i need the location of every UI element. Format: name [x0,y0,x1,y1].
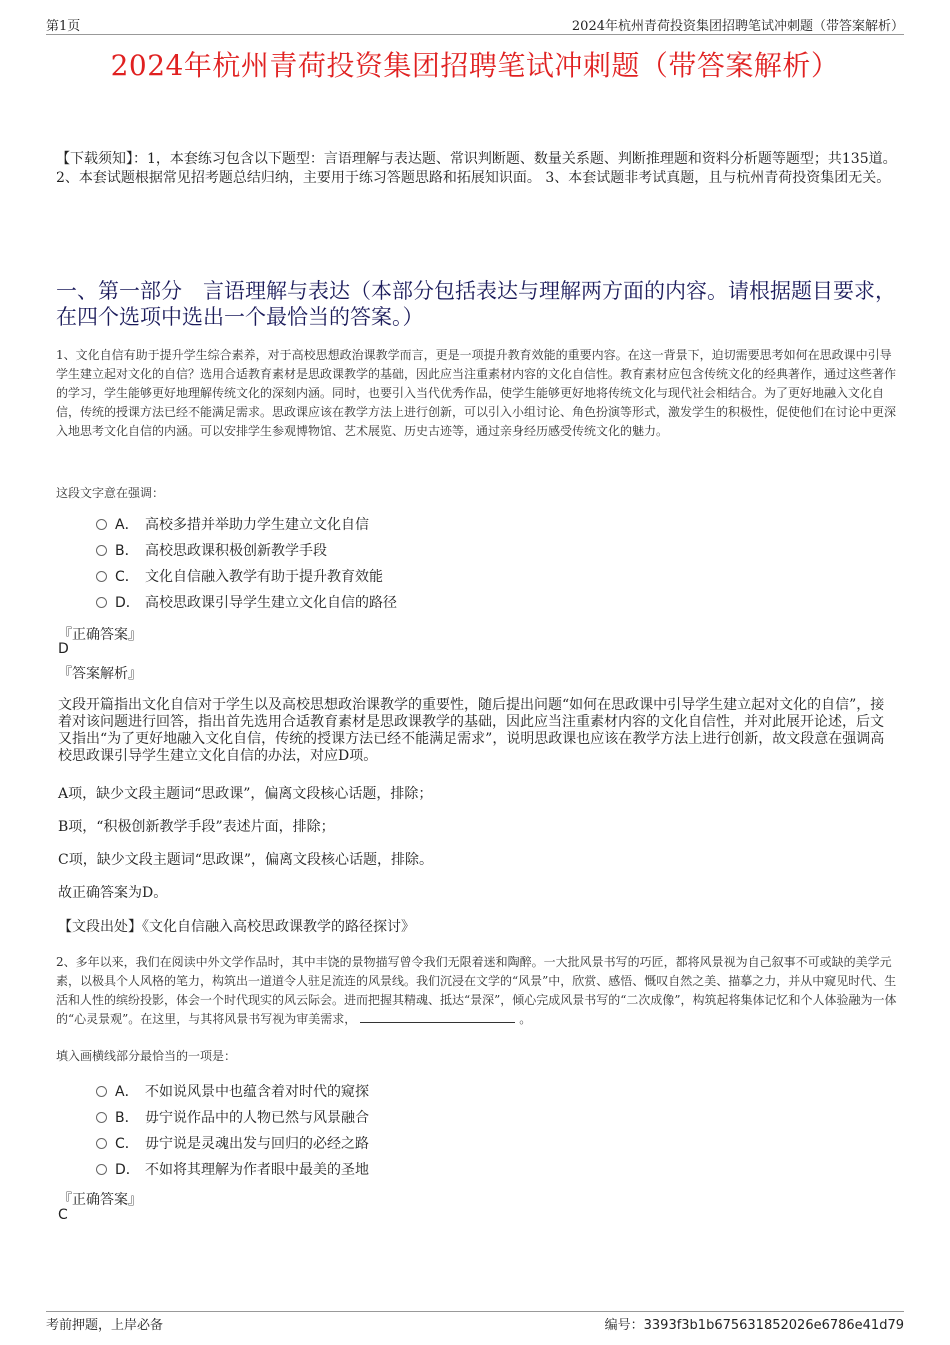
q2-answer-label: 『正确答案』 [58,1192,142,1208]
q2-option-c[interactable]: C． 毋宁说是灵魂出发与回归的必经之路 [96,1131,369,1157]
radio-icon[interactable] [96,545,107,556]
radio-icon[interactable] [96,1164,107,1175]
q2-options [96,1079,369,1183]
q1-passage: 1、文化自信有助于提升学生综合素养，对于高校思想政治课教学而言，更是一项提升教育效能的重要内容。在这一背景下，迫切需要思考如何在思政课中引导学生建立起对文化的自信？选用合适教育素材是思政课教学的基础，因此应当注重素材内容的文化自信性。教育素材应包含传统文化的经典著作，通过这些著作的学习，学生能够更好地理解传统文化的深刻内涵。同时，也要引入当代优秀作品，使学生能够更好地将传统文化与现代社会相结合。为了更好地融入文化自信，传统的授课方法已经不能满足需求。思政课应该在教学方法上进行创新，可以引入小组讨论、角色扮演等形式，激发学生的积极性，促使他们在讨论中更深入地思考文化自信的内涵。可以安排学生参观博物馆、艺术展览、历史古迹等，通过亲身经历感受传统文化的魅力。 [56,348,897,438]
q1-answer: D [58,641,69,657]
section-heading: 一、第一部分 言语理解与表达（本部分包括表达与理解两方面的内容。请根据题目要求，在四个选项中选出一个最恰当的答案。） [56,279,896,329]
q1-option-a[interactable]: A． 高校多措并举助力学生建立文化自信 [96,512,397,538]
radio-icon[interactable] [96,571,107,582]
q1-analysis-label: 『答案解析』 [58,666,142,682]
q2-option-b[interactable]: B． 毋宁说作品中的人物已然与风景融合 [96,1105,369,1131]
q2-passage: 2、多年以来，我们在阅读中外文学作品时，其中丰饶的景物描写曾令我们无限着迷和陶醉。一大批风景书写的巧匠，都将风景视为自己叙事不可或缺的美学元素，以极具个人风格的笔力，构筑出一道道令人驻足流连的风景线。我们沉浸在文学的“风景”中，欣赏、感悟、慨叹自然之美、描摹之力，并从中窥见时代、生活和人性的缤纷投影，体会一个时代现实的风云际会。进而把握其精魂、抵达“景深”，倾心完成风景书写的“二次成像”，构筑起将集体记忆和个人体验融为一体的“心灵景观”。在这里，与其将风景书写视为审美需求， 。 [56,955,897,1026]
download-notice: 【下载须知】：1，本套练习包含以下题型：言语理解与表达题、常识判断题、数量关系题、判断推理题和资料分析题等题型；共135道。 2、本套试题根据常见招考题总结归纳，主要用于练习答题思路和拓展知识面。 3、本套试题非考试真题，且与杭州青荷投资集团无关。 [56,151,897,186]
page-header [46,14,904,35]
q1-answer-label: 『正确答案』 [58,627,142,643]
q1-note-c: C项，缺少文段主题词“思政课”，偏离文段核心话题，排除。 [58,852,434,868]
page-footer [46,1311,904,1333]
q2-option-a[interactable]: A． 不如说风景中也蕴含着对时代的窥探 [96,1079,369,1105]
q1-option-b[interactable]: B． 高校思政课积极创新教学手段 [96,538,397,564]
q1-source: 【文段出处】《文化自信融入高校思政课教学的路径探讨》 [58,919,415,935]
q1-note-b: B项，“积极创新教学手段”表述片面，排除； [58,819,335,835]
q1-option-c[interactable]: C． 文化自信融入教学有助于提升教育效能 [96,564,397,590]
radio-icon[interactable] [96,519,107,530]
q1-conclusion: 故正确答案为D。 [58,885,168,901]
page-number: 第1页 [46,19,81,34]
radio-icon[interactable] [96,1112,107,1123]
q2-option-d[interactable]: D． 不如将其理解为作者眼中最美的圣地 [96,1157,369,1183]
q1-note-a: A项，缺少文段主题词“思政课”，偏离文段核心话题，排除； [58,786,433,802]
document-title: 2024年杭州青荷投资集团招聘笔试冲刺题（带答案解析） [110,49,840,82]
fill-blank [360,1010,515,1023]
radio-icon[interactable] [96,597,107,608]
footer-code: 编号：3393f3b1b675631852026e6786e41d79 [604,1318,904,1333]
q1-options [96,512,397,616]
q1-analysis: 文段开篇指出文化自信对于学生以及高校思想政治课教学的重要性，随后提出问题“如何在思政课中引导学生建立起对文化的自信”，接着对该问题进行回答，指出首先选用合适教育素材是思政课教学的基础，因此应当注重素材内容的文化自信性，并对此展开论述，后文又指出“为了更好地融入文化自信，传统的授课方法已经不能满足需求”，说明思政课也应该在教学方法上进行创新，故文段意在强调高校思政课引导学生建立文化自信的办法，对应D项。 [58,697,885,764]
q1-option-d[interactable]: D． 高校思政课引导学生建立文化自信的路径 [96,590,397,616]
header-doc-title: 2024年杭州青荷投资集团招聘笔试冲刺题（带答案解析） [571,19,904,34]
radio-icon[interactable] [96,1086,107,1097]
footer-slogan: 考前押题，上岸必备 [46,1318,164,1333]
q2-answer: C [58,1207,68,1223]
q1-prompt: 这段文字意在强调： [56,486,165,500]
q2-prompt: 填入画横线部分最恰当的一项是： [56,1049,237,1063]
radio-icon[interactable] [96,1138,107,1149]
